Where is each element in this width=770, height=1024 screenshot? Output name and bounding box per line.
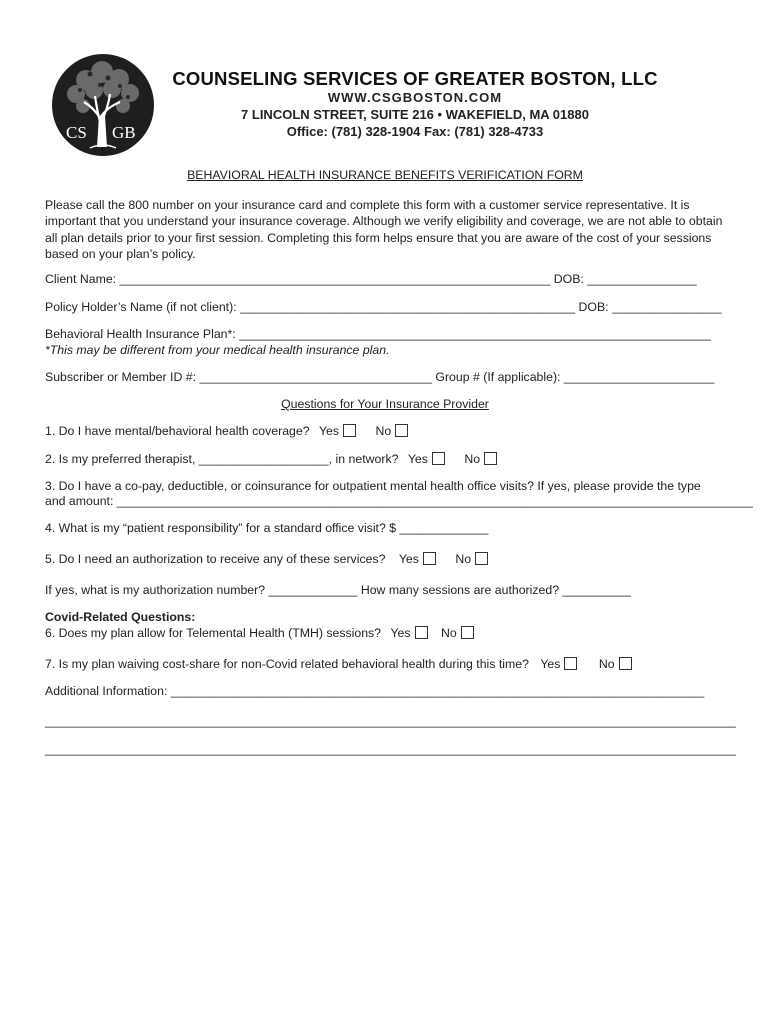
q2-yes-label: Yes bbox=[407, 452, 428, 466]
q6-no-checkbox[interactable] bbox=[461, 626, 474, 639]
q5-yes-label: Yes bbox=[398, 552, 419, 566]
q7-no-checkbox[interactable] bbox=[619, 657, 632, 670]
intro-paragraph: Please call the 800 number on your insurance card and complete this form with a customer service representative. It is important that you understand your insurance coverage. Although we verify eligibility and coverage, we are not able to obtain all plan details prior to your first session. Completing this form helps ensure that you are aware of the cost of your sessions based on your plan’s policy. bbox=[45, 198, 723, 261]
question-3-line-1: 3. Do I have a co-pay, deductible, or coinsurance for outpatient mental health office visits? If yes, please provide the type bbox=[45, 479, 701, 493]
question-4-field[interactable]: 4. What is my “patient responsibility” for a standard office visit? $ _____________ bbox=[45, 521, 489, 535]
covid-heading: Covid-Related Questions: bbox=[45, 610, 196, 624]
q7-yes-label: Yes bbox=[540, 657, 561, 671]
q1-no-checkbox[interactable] bbox=[395, 424, 408, 437]
question-2 bbox=[45, 452, 497, 466]
organization-address: 7 LINCOLN STREET, SUITE 216 • WAKEFIELD, MA 01880 bbox=[241, 107, 589, 122]
question-1 bbox=[45, 424, 408, 438]
q1-yes-label: Yes bbox=[318, 424, 340, 438]
form-title: BEHAVIORAL HEALTH INSURANCE BENEFITS VERIFICATION FORM bbox=[187, 168, 583, 182]
additional-information-line-2[interactable]: _____________________________________________________________________________________________________ bbox=[45, 714, 736, 728]
question-5-text: 5. Do I need an authorization to receive any of these services? bbox=[45, 552, 386, 566]
question-7 bbox=[45, 657, 632, 671]
client-name-field[interactable]: Client Name: _______________________________________________________________ DOB: ________________ bbox=[45, 272, 697, 286]
q2-yes-checkbox[interactable] bbox=[432, 452, 445, 465]
q5-no-label: No bbox=[455, 552, 472, 566]
question-6-text: 6. Does my plan allow for Telemental Health (TMH) sessions? bbox=[45, 626, 382, 640]
q6-yes-checkbox[interactable] bbox=[415, 626, 428, 639]
logo-letters-cs: CS bbox=[66, 123, 87, 142]
insurance-plan-field[interactable]: Behavioral Health Insurance Plan*: _____________________________________________________________________ bbox=[45, 327, 712, 341]
q2-no-label: No bbox=[464, 452, 481, 466]
organization-website: WWW.CSGBOSTON.COM bbox=[327, 90, 503, 105]
question-5 bbox=[45, 552, 488, 566]
plan-note: *This may be different from your medical health insurance plan. bbox=[45, 343, 390, 357]
authorization-fields[interactable]: If yes, what is my authorization number? _____________ How many sessions are authorized? __________ bbox=[45, 583, 631, 597]
q7-no-label: No bbox=[598, 657, 615, 671]
question-1-text: 1. Do I have mental/behavioral health coverage? bbox=[45, 424, 310, 438]
q1-no-label: No bbox=[375, 424, 392, 438]
q2-no-checkbox[interactable] bbox=[484, 452, 497, 465]
q1-yes-checkbox[interactable] bbox=[343, 424, 356, 437]
q6-yes-label: Yes bbox=[390, 626, 411, 640]
additional-information-field[interactable]: Additional Information: ______________________________________________________________________________ bbox=[45, 684, 705, 698]
question-7-text: 7. Is my plan waiving cost-share for non-Covid related behavioral health during this time? bbox=[45, 657, 529, 671]
logo-letters-gb: GB bbox=[112, 123, 136, 142]
organization-phone-fax: Office: (781) 328-1904 Fax: (781) 328-4733 bbox=[286, 124, 544, 139]
q6-no-label: No bbox=[440, 626, 457, 640]
q5-no-checkbox[interactable] bbox=[475, 552, 488, 565]
organization-name: COUNSELING SERVICES OF GREATER BOSTON, LLC bbox=[172, 68, 658, 89]
q7-yes-checkbox[interactable] bbox=[564, 657, 577, 670]
additional-information-line-3[interactable]: _____________________________________________________________________________________________________ bbox=[45, 742, 736, 756]
question-3-amount-field[interactable]: and amount: _____________________________________________________________________________________________ bbox=[45, 494, 753, 508]
question-6 bbox=[45, 626, 474, 640]
policy-holder-field[interactable]: Policy Holder’s Name (if not client): _________________________________________________ DOB: ________________ bbox=[45, 300, 722, 314]
questions-heading: Questions for Your Insurance Provider bbox=[281, 397, 489, 411]
question-2-text[interactable]: 2. Is my preferred therapist, ___________________, in network? bbox=[45, 452, 399, 466]
member-id-field[interactable]: Subscriber or Member ID #: __________________________________ Group # (If applicable): ______________________ bbox=[45, 370, 715, 384]
q5-yes-checkbox[interactable] bbox=[423, 552, 436, 565]
